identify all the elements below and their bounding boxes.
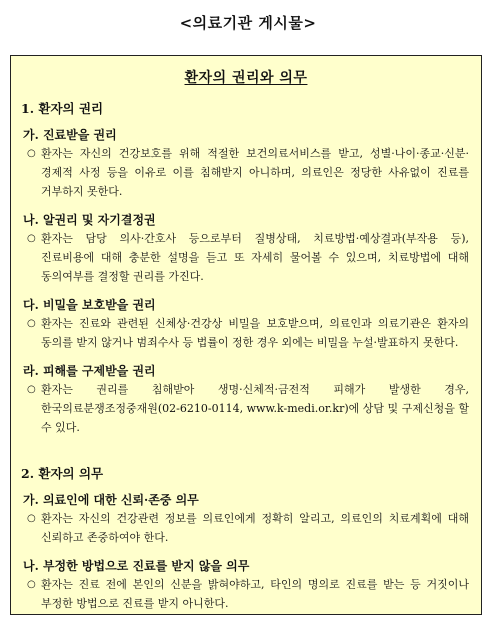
list-item (27, 229, 471, 286)
circle-bullet-icon: ○ (27, 384, 36, 395)
section-title-patient-rights: 1. 환자의 권리 (21, 101, 104, 116)
subsection-title-right-to-privacy: 다. 비밀을 보호받을 권리 (23, 298, 156, 312)
subsection-title-honest-treatment-duty: 나. 부정한 방법으로 진료를 받지 않을 의무 (23, 559, 250, 573)
section-title-patient-duties: 2. 환자의 의무 (21, 466, 104, 481)
notice-panel (10, 55, 482, 615)
circle-bullet-icon: ○ (27, 318, 36, 329)
circle-bullet-icon: ○ (27, 579, 36, 590)
subsection-title-trust-respect-duty: 가. 의료인에 대한 신뢰·존중 의무 (23, 493, 199, 507)
circle-bullet-icon: ○ (27, 233, 36, 244)
panel-title: 환자의 권리와 의무 (184, 70, 308, 86)
page-title: <의료기관 게시물> (179, 14, 317, 32)
subsection-title-right-to-know: 나. 알권리 및 자기결정권 (23, 213, 156, 227)
item-text: 환자는 자신의 건강보호를 위해 적절한 보건의료서비스를 받고, 성별·나이·종교·신분·경제적 사정 등을 이유로 이를 침해받지 아니하며, 의료인은 정당한 사유없이 진료를 거부하지 못한다. (41, 147, 469, 198)
list-item (27, 144, 471, 201)
item-text: 환자는 권리를 침해받아 생명·신체적·금전적 피해가 발생한 경우, 한국의료분쟁조정중재원(02-6210-0114, www.k-medi.or.kr)에 상담 및 구제신청을 할 수 있다. (41, 383, 469, 434)
item-text: 환자는 진료 전에 본인의 신분을 밝혀야하고, 타인의 명의로 진료를 받는 등 거짓이나 부정한 방법으로 진료를 받지 아니한다. (41, 578, 469, 610)
item-text: 환자는 담당 의사·간호사 등으로부터 질병상태, 치료방법·예상결과(부작용 등), 진료비용에 대해 충분한 설명을 듣고 또 자세히 물어볼 수 있으며, 치료방법에 대해 동의여부를 결정할 권리를 가진다. (41, 232, 469, 283)
subsection-title-right-to-remedy: 라. 피해를 구제받을 권리 (23, 364, 156, 378)
subsection-title-right-to-treatment: 가. 진료받을 권리 (23, 128, 117, 142)
item-text: 환자는 진료와 관련된 신체상·건강상 비밀을 보호받으며, 의료인과 의료기관은 환자의 동의를 받지 않거나 범죄수사 등 법률이 정한 경우 외에는 비밀을 누설·발표하지 못한다. (41, 317, 469, 349)
circle-bullet-icon: ○ (27, 148, 36, 159)
list-item (27, 509, 471, 547)
item-text: 환자는 자신의 건강관련 정보를 의료인에게 정확히 알리고, 의료인의 치료계획에 대해 신뢰하고 존중하여야 한다. (41, 512, 469, 544)
circle-bullet-icon: ○ (27, 513, 36, 524)
list-item (27, 314, 471, 352)
list-item (27, 380, 471, 437)
list-item (27, 575, 471, 613)
